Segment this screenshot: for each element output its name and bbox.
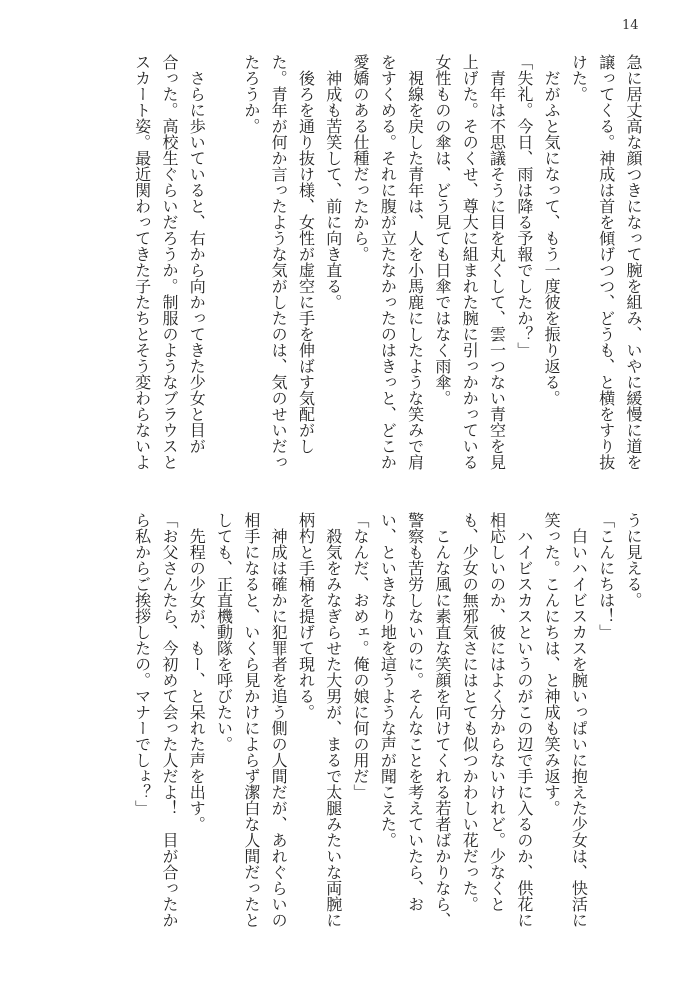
text-column: ら私からご挨拶したの。マナーでしょ？」 bbox=[132, 512, 152, 816]
text-column: をすくめる。それに腹が立たなかったのはきっと、どこか bbox=[378, 54, 398, 470]
text-column: 相応しいのか、彼にはよく分からないけれど。少なくと bbox=[487, 512, 507, 912]
text-column: スカート姿。最近関わってきた子たちとそう変わらないよ bbox=[132, 54, 152, 470]
text-column: ハイビスカスというのがこの辺で手に入るのか、供花に bbox=[514, 512, 534, 928]
text-column: 急に居丈高な顔つきになって腕を組み、いやに緩慢に道を bbox=[624, 54, 643, 470]
text-column: 上げた。そのくせ、尊大に組まれた腕に引っかかっている bbox=[460, 54, 480, 470]
text-column: 神成も苦笑して、前に向き直る。 bbox=[323, 54, 343, 310]
text-column: 譲ってくる。神成は首を傾げつつ、どうも、と横をすり抜 bbox=[596, 54, 616, 470]
text-column: 「お父さんたら、今初めて会った人だよ！ 目が合ったか bbox=[159, 512, 179, 928]
text-block-bottom bbox=[128, 512, 647, 942]
text-column: 愛嬌のある仕種だったから。 bbox=[351, 54, 371, 262]
text-column: 後ろを通り抜け様、女性が虚空に手を伸ばす気配がし bbox=[296, 54, 316, 454]
text-column: 青年は不思議そうに目を丸くして、雲一つない青空を見 bbox=[487, 54, 507, 470]
text-column: たろうか。 bbox=[241, 54, 261, 134]
text-column: けた。 bbox=[569, 54, 589, 102]
text-column: さらに歩いていると、右から向かってきた少女と目が bbox=[187, 54, 207, 454]
text-column: 先程の少女が、もー、と呆れた声を出す。 bbox=[187, 512, 207, 832]
text-column: だがふと気になって、もう一度彼を振り返る。 bbox=[542, 54, 562, 406]
text-column: 視線を戻した青年は、人を小馬鹿にしたような笑みで肩 bbox=[405, 54, 425, 470]
text-column: うに見える。 bbox=[624, 512, 643, 608]
text-column: しても、正直機動隊を呼びたい。 bbox=[214, 512, 234, 752]
text-column: 警察も苦労しないのに。そんなことを考えていたら、お bbox=[405, 512, 425, 912]
text-column: た。青年が何か言ったような気がしたのは、気のせいだっ bbox=[269, 54, 289, 470]
text-column: 殺気をみなぎらせた大男が、まるで太腿みたいな両腕に bbox=[323, 512, 343, 928]
text-column: い、といきなり地を這うような声が聞こえた。 bbox=[378, 512, 398, 848]
text-column: 白いハイビスカスを腕いっぱいに抱えた少女は、快活に bbox=[569, 512, 589, 928]
text-column: 合った。高校生ぐらいだろうか。制服のようなブラウスと bbox=[159, 54, 179, 470]
text-column: 笑った。こんにちは、と神成も笑み返す。 bbox=[542, 512, 562, 816]
text-block-top bbox=[128, 54, 647, 484]
text-column: 「失礼。今日、雨は降る予報でしたか？」 bbox=[514, 54, 534, 358]
text-column: 「なんだ、おめェ。俺の娘に何の用だ」 bbox=[351, 512, 371, 800]
text-column: 柄杓と手桶を提げて現れる。 bbox=[296, 512, 316, 720]
text-column: 女性ものの傘は、どう見ても日傘ではなく雨傘。 bbox=[432, 54, 452, 406]
text-column bbox=[210, 54, 237, 484]
text-column: 相手になると、いくら見かけによらず潔白な人間だったと bbox=[241, 512, 261, 928]
text-column: こんな風に素直な笑顔を向けてくれる若者ばかりなら、 bbox=[432, 512, 452, 928]
page-number: 14 bbox=[622, 18, 639, 33]
text-column: 神成は確かに犯罪者を追う側の人間だが、あれぐらいの bbox=[269, 512, 289, 928]
text-column: も、少女の無邪気さにはとても似つかわしい花だった。 bbox=[460, 512, 480, 912]
text-column: 「こんにちは！」 bbox=[596, 512, 616, 640]
